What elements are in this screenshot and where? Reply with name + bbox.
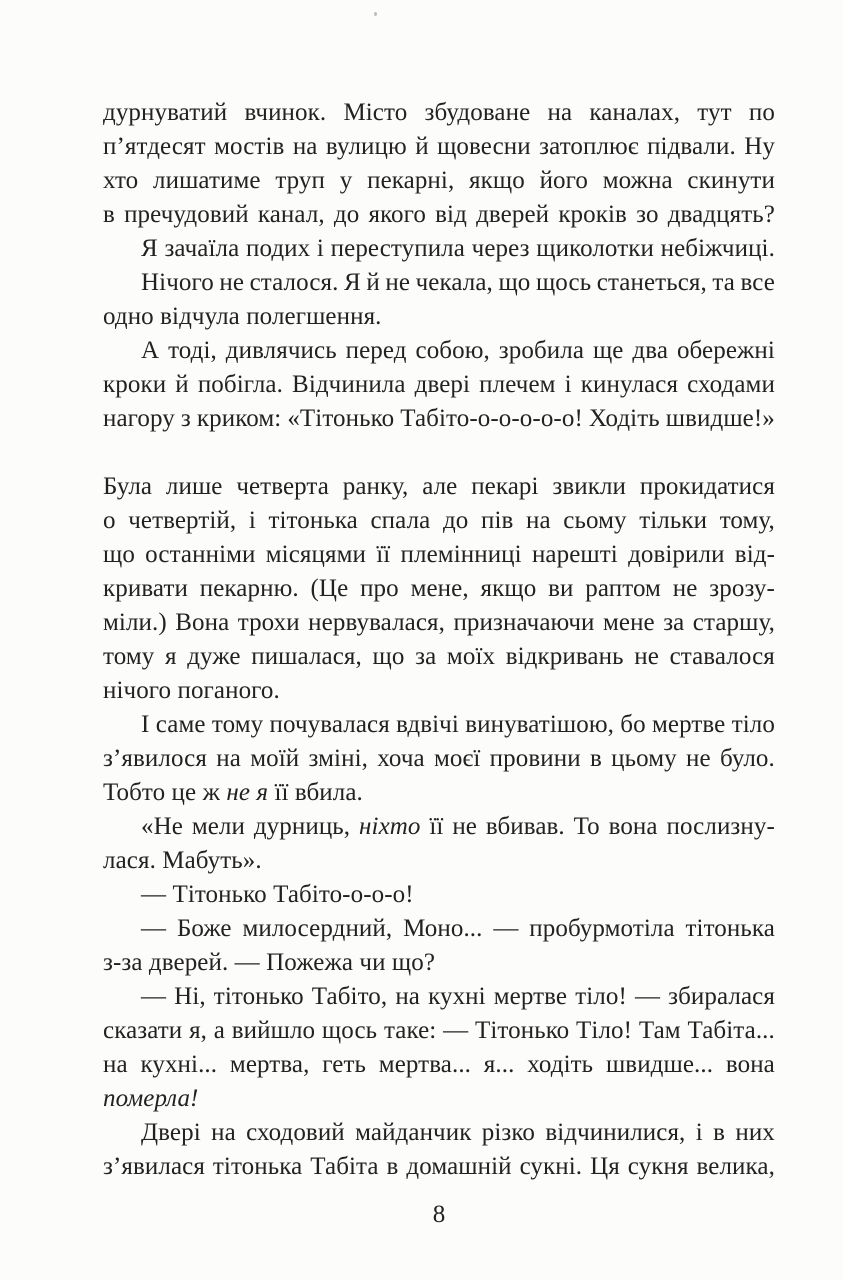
text-line: з-за дверей. — Пожежа чи що? <box>103 949 436 976</box>
text-line: на кухні... мертва, геть мертва... я... ходіть швидше... вона <box>103 1051 775 1078</box>
text-line: Була лише четверта ранку, але пекарі звикли прокидатися <box>103 473 775 500</box>
text-line: І саме тому почувалася вдвічі винуватішою, бо мертве тіло <box>141 711 775 738</box>
text-line: померла! <box>103 1085 199 1112</box>
paragraph <box>103 878 775 912</box>
text-line: Нічого не сталося. Я й не чекала, що щось станеться, та все <box>141 269 775 296</box>
page-number: 8 <box>432 1201 446 1228</box>
text-line: дурнуватий вчинок. Місто збудоване на каналах, тут по <box>103 99 775 126</box>
text-line: нагору з криком: «Тітонько Табіто-о-о-о-о-о! Ходіть швидше!» <box>103 405 775 432</box>
paragraph <box>103 96 775 232</box>
paragraph <box>103 1116 775 1184</box>
text-line: з’явилося на моїй зміні, хоча моєї провини в цьому не було. <box>103 745 775 772</box>
paragraph <box>103 810 775 878</box>
text-line: лася. Мабуть». <box>103 847 262 874</box>
text-line: Я зачаїла подих і переступила через щиколотки небіжчиці. <box>141 235 775 262</box>
text-block <box>103 96 775 1184</box>
paragraph <box>103 470 775 708</box>
text-line: з’явилася тітонька Табіта в домашній сукні. Ця сукня велика, <box>103 1153 775 1180</box>
text-line: одно відчула полегшення. <box>103 303 382 330</box>
scan-speck <box>374 12 377 16</box>
text-line: п’ятдесят мостів на вулицю й щовесни затоплює підвали. Ну <box>103 133 775 160</box>
text-line: — Ні, тітонько Табіто, на кухні мертве тіло! — збиралася <box>141 983 775 1010</box>
text-line: кроки й побігла. Відчинила двері плечем і кинулася сходами <box>103 371 775 398</box>
text-line: — Тітонько Табіто-о-о-о! <box>141 881 414 908</box>
text-line: тому я дуже пишалася, що за моїх відкривань не ставалося <box>103 643 775 670</box>
text-line: Тобто це ж не я її вбила. <box>103 779 363 806</box>
paragraph <box>103 912 775 980</box>
text-line: А тоді, дивлячись перед собою, зробила ще два обережні <box>141 337 775 364</box>
paragraph <box>103 232 775 266</box>
text-line: о четвертій, і тітонька спала до пів на сьому тільки тому, <box>103 507 775 534</box>
text-line: сказати я, а вийшло щось таке: — Тітонько Тіло! Там Табіта... <box>103 1017 775 1044</box>
text-line: кривати пекарню. (Це про мене, якщо ви раптом не зрозу- <box>103 575 775 602</box>
text-line: що останніми місяцями її племінниці нарешті довірили від- <box>103 541 775 568</box>
paragraph <box>103 334 775 436</box>
text-line: «Не мели дурниць, ніхто її не вбивав. То вона послизну- <box>141 813 775 840</box>
paragraph <box>103 980 775 1116</box>
text-line: нічого поганого. <box>103 677 280 704</box>
text-line: міли.) Вона трохи нервувалася, призначаючи мене за старшу, <box>103 609 775 636</box>
text-line: хто лишатиме труп у пекарні, якщо його можна скинути <box>103 167 775 194</box>
paragraph <box>103 266 775 334</box>
text-line: — Боже милосердний, Моно... — пробурмотіла тітонька <box>141 915 775 942</box>
text-line: Двері на сходовий майданчик різко відчинилися, і в них <box>141 1119 775 1146</box>
text-line: в пречудовий канал, до якого від дверей кроків зо двадцять? <box>103 201 775 228</box>
paragraph <box>103 708 775 810</box>
